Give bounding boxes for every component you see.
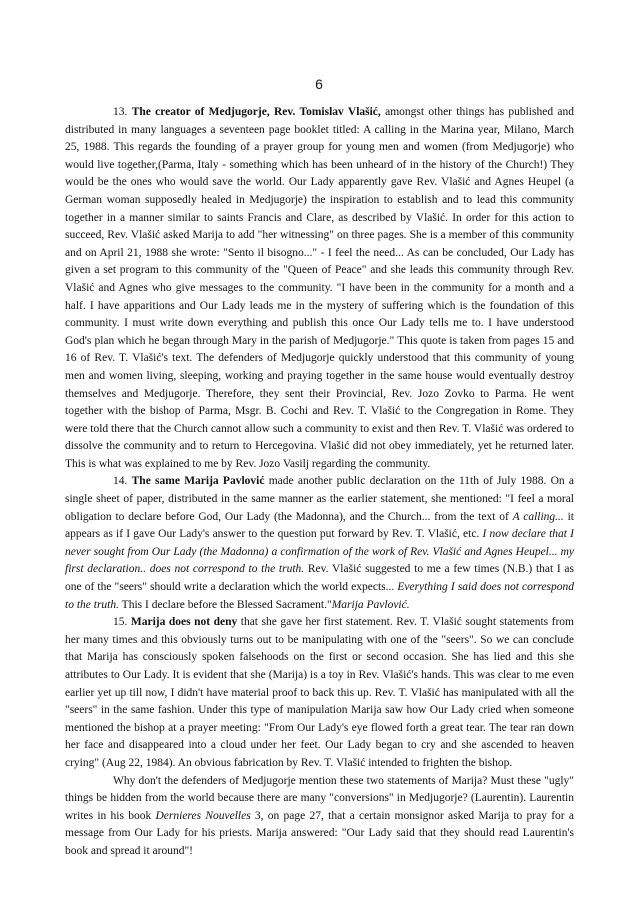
signature-name: Marija Pavlović.	[331, 598, 410, 611]
paragraph-text: Rev. Vlašić suggested to me a few times (N.B.) that I as one of the "seers" should write a declaration which the world expects...	[65, 563, 574, 594]
paragraph-text: that she gave her first statement. Rev. T. Vlašić sought statements from her many times and this obviously turns out to be manipulating with one of the "seers". So we can conclude that Marija has consciously spoken falsehoods on the first or second occasion. She has lied and this she attributes to Our Lady. It is evident that she (Marija) is a toy in Rev. Vlašić's hands. This was clear to me even earlier yet up till now, I didn't have material proof to back this up. Rev. T. Vlašić has manipulated with all the "seers" in the same fashion. Under this type of manipulation Marija saw how Our Lady cried when someone mentioned the bishop at a prayer meeting: "From Our Lady's eye flowed forth a great tear. The tear ran down her face and disappeared into a cloud under her feet. Our Lady began to cry and she ascended to heaven crying" (Aug 22, 1984). An obvious fabrication by Rev. T. Vlašić intended to frighten the bishop.	[65, 616, 574, 769]
paragraph-14	[65, 473, 574, 614]
paragraph-13	[65, 104, 574, 473]
paragraph-text: amongst other things has published and distributed in many languages a seventeen page booklet titled: A calling in the Marina year, Milano, March 25, 1988. This regards the founding of a prayer group for young men and women (from Medjugorje) who would live together,(Parma, Italy - something which has been unheard of in the history of the Church!) They would be the ones who would save the world. Our Lady apparently gave Rev. Vlašić and Agnes Heupel (a German woman supposedly healed in Medjugorje) the inspiration to establish and to lead this community together in a manner similar to saints Francis and Clare, as described by Vlašić. In order for this action to succeed, Rev. Vlašić asked Marija to add "her witnessing" on three pages. She is a member of this community and on April 21, 1988 she wrote: "Sento il bisogno..." - I feel the need... As can be concluded, Our Lady has given a set program to this community of the "Queen of Peace" and she leads this community through Rev. Vlašić and Agnes who give messages to the community. "I have been in the community for a month and a half. I have apparitions and Our Lady leads me in the mystery of suffering which is the foundation of this community. I must write down everything and publish this once Our Lady tells me to. I have understood God's plan which he began through Mary in the parish of Medjugorje." This quote is taken from pages 15 and 16 of Rev. T. Vlašić's text. The defenders of Medjugorje quickly understood that this community of young men and women living, sleeping, working and praying together in the same house would eventually destroy themselves and Medjugorje. Therefore, they sent their Provincial, Rev. Jozo Zovko to Parma. He went together with the bishop of Parma, Msgr. B. Cochi and Rev. T. Vlašić to the Congregation in Rome. They were told there that the Church cannot allow such a community to exist and then Rev. T. Vlašić was ordered to dissolve the community and to return to Hercegovina. Vlašić did not obey immediately, yet he returned later. This is what was explained to me by Rev. Jozo Vasilj regarding the community.	[65, 106, 574, 470]
book-title: Dernieres Nouvelles	[155, 809, 251, 822]
paragraph-number: 15.	[113, 616, 128, 629]
paragraph-text: Why don't the defenders of Medjugorje mention these two statements of Marija? Must these "ugly" things be hidden from the world because there are many "conversions" in Medjugorje? (Laurentin). Laurentin writes in his book	[65, 774, 574, 822]
page-number: 6	[315, 76, 323, 92]
paragraph-number: 14.	[113, 475, 128, 488]
paragraph-text: made another public declaration on the 11th of July 1988. On a single sheet of paper, distributed in the same manner as the earlier statement, she mentioned: "I feel a moral obligation to declare before God, Our Lady (the Madonna), and the Church... from the text of	[65, 475, 574, 523]
paragraph-number: 13.	[113, 106, 128, 118]
quoted-declaration: Everything I said does not correspond to the truth.	[65, 581, 575, 611]
paragraph-heading: The creator of Medjugorje, Rev. Tomislav Vlašić,	[131, 106, 381, 118]
paragraph-15	[65, 614, 574, 772]
paragraph-text: 3, on page 27, that a certain monsignor asked Marija to pray for a message from Our Lady for his priests. Marija answered: "Our Lady said that they should read Laurentin's book and spread it around"!	[65, 809, 574, 857]
paragraph-heading: The same Marija Pavlović	[131, 475, 265, 488]
paragraph-text: This I declare before the Blessed Sacrament."	[119, 598, 332, 611]
document-body	[65, 104, 574, 861]
booklet-title: A calling...	[512, 510, 564, 523]
paragraph-16	[65, 773, 574, 861]
paragraph-heading: Marija does not deny	[130, 616, 238, 629]
paragraph-text: it appears as if I gave Our Lady's answer to the question put forward by Rev. T. Vlašić, etc.	[65, 510, 574, 541]
quoted-declaration: I now declare that I never sought from Our Lady (the Madonna) a confirmation of the work of Rev. Vlašić and Agnes Heupel... my first declaration.. does not correspond to the truth.	[65, 528, 574, 576]
